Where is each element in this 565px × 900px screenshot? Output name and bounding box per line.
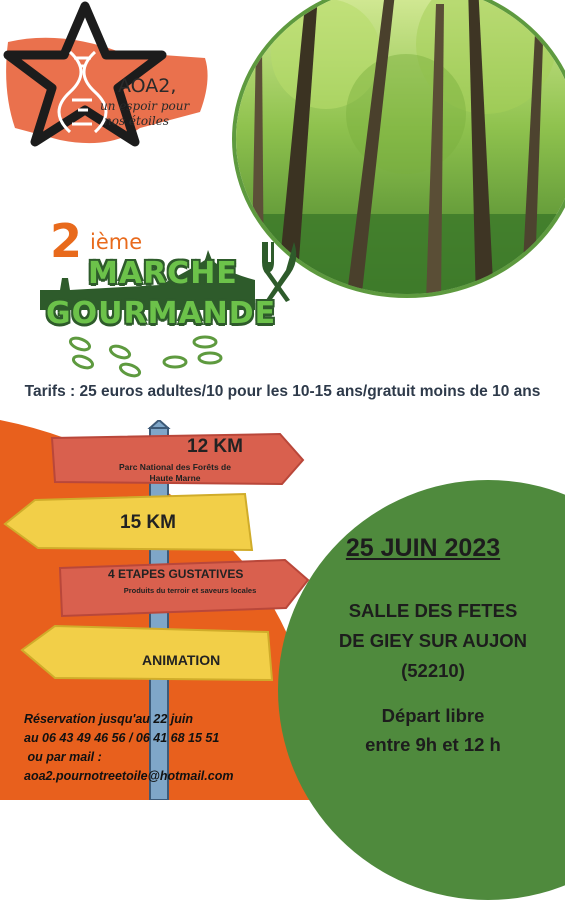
- sign-12km-title: 12 KM: [187, 436, 243, 457]
- aoa2-logo: [0, 0, 215, 160]
- footprints-icon: [65, 332, 245, 382]
- logo-tagline-2: nos étoiles: [104, 114, 170, 128]
- depart-line-1: Départ libre: [381, 705, 485, 726]
- sign-etapes-sub: Produits du terroir et saveurs locales: [123, 586, 257, 595]
- logo-name: AOA2,: [118, 75, 177, 97]
- sign-15km-title: 15 KM: [120, 512, 176, 533]
- ordinal-number: 2: [50, 214, 83, 268]
- sign-12km-sub1: Parc National des Forêts de: [119, 462, 231, 472]
- reservation-mail-label: ou par mail :: [24, 750, 102, 764]
- event-date: 25 JUIN 2023: [345, 534, 501, 562]
- venue-line-2: DE GIEY SUR AUJON: [338, 630, 528, 651]
- reservation-deadline: Réservation jusqu'au 22 juin: [24, 712, 193, 726]
- depart-line-2: entre 9h et 12 h: [365, 734, 501, 755]
- sign-etapes-title: 4 ETAPES GUSTATIVES: [108, 567, 244, 581]
- logo-tagline-1: un espoir pour: [100, 99, 190, 113]
- event-title: [40, 212, 310, 382]
- sign-12km-sub2: Haute Marne: [149, 473, 201, 483]
- reservation-phones: au 06 43 49 46 56 / 06 41 68 15 51: [24, 731, 220, 745]
- venue-line-1: SALLE DES FETES: [348, 600, 518, 621]
- ordinal-suffix: ième: [90, 230, 143, 254]
- tarifs-line: Tarifs : 25 euros adultes/10 pour les 10-15 ans/gratuit moins de 10 ans: [24, 383, 541, 400]
- sign-animation-title: ANIMATION: [142, 652, 221, 668]
- reservation-email[interactable]: aoa2.pournotreetoile@hotmail.com: [24, 769, 234, 783]
- fork-knife-icon: [260, 240, 300, 302]
- title-gourmande: GOURMANDE: [46, 296, 277, 331]
- venue-postcode: (52210): [401, 660, 465, 681]
- title-marche: MARCHE: [88, 256, 238, 291]
